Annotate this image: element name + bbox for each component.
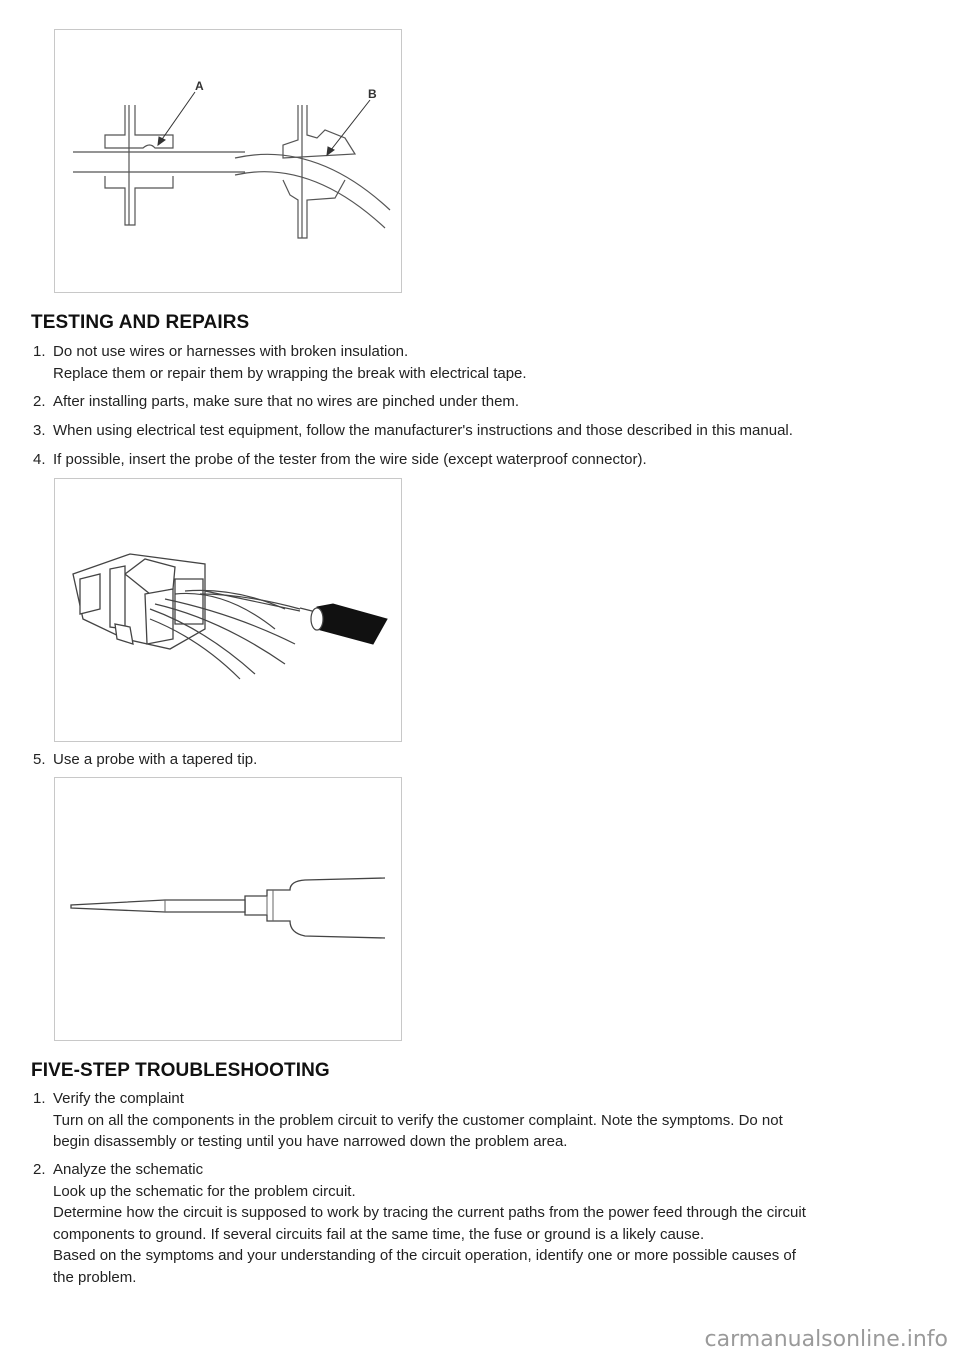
figure-probe-connector xyxy=(54,478,402,742)
item-text: the problem. xyxy=(53,1268,137,1286)
crimp-illustration xyxy=(55,30,401,292)
probe-connector-illustration xyxy=(55,479,401,741)
item-text: If possible, insert the probe of the tester from the wire side (except waterproof connector). xyxy=(53,451,647,468)
tapered-probe-illustration xyxy=(55,778,401,1040)
item-heading: Analyze the schematic xyxy=(53,1161,204,1178)
item-number: 1. xyxy=(33,343,46,360)
figure-crimp-diagram xyxy=(54,29,402,293)
list-item xyxy=(33,391,933,413)
section-title-five-step: FIVE-STEP TROUBLESHOOTING xyxy=(31,1060,330,1081)
item-text: Replace them or repair them by wrapping the break with electrical tape. xyxy=(53,364,527,382)
item-number: 3. xyxy=(33,422,46,439)
list-item xyxy=(33,449,933,471)
item-number: 2. xyxy=(33,1161,46,1178)
item-number: 4. xyxy=(33,451,46,468)
item-text: Determine how the circuit is supposed to work by tracing the current paths from the power feed through the circuit xyxy=(53,1204,806,1221)
item-heading: Verify the complaint xyxy=(53,1090,184,1107)
list-item xyxy=(33,1159,933,1288)
item-text: components to ground. If several circuits fail at the same time, the fuse or ground is a likely cause. xyxy=(53,1225,705,1243)
item-number: 2. xyxy=(33,393,46,410)
item-text: begin disassembly or testing until you have narrowed down the problem area. xyxy=(53,1133,568,1150)
watermark: carmanualsonline.info xyxy=(704,1327,948,1352)
section-title-testing-repairs: TESTING AND REPAIRS xyxy=(31,312,250,333)
item-text: Turn on all the components in the problem circuit to verify the customer complaint. Note the symptoms. Do not xyxy=(53,1111,783,1129)
label-b: B xyxy=(368,87,377,101)
item-text: When using electrical test equipment, follow the manufacturer's instructions and those described in this manual. xyxy=(53,422,793,439)
item-number: 1. xyxy=(33,1090,46,1107)
item-text: After installing parts, make sure that no wires are pinched under them. xyxy=(53,393,520,410)
list-item xyxy=(33,1088,933,1153)
list-item xyxy=(33,749,933,771)
label-a: A xyxy=(195,79,204,93)
figure-tapered-probe xyxy=(54,777,402,1041)
item-text: Use a probe with a tapered tip. xyxy=(53,751,258,768)
list-item xyxy=(33,420,933,442)
item-text: Look up the schematic for the problem circuit. xyxy=(53,1182,356,1200)
item-text: Based on the symptoms and your understanding of the circuit operation, identify one or more possible causes of xyxy=(53,1247,796,1264)
list-item xyxy=(33,341,933,384)
item-number: 5. xyxy=(33,751,46,768)
item-text: Do not use wires or harnesses with broken insulation. xyxy=(53,343,409,360)
